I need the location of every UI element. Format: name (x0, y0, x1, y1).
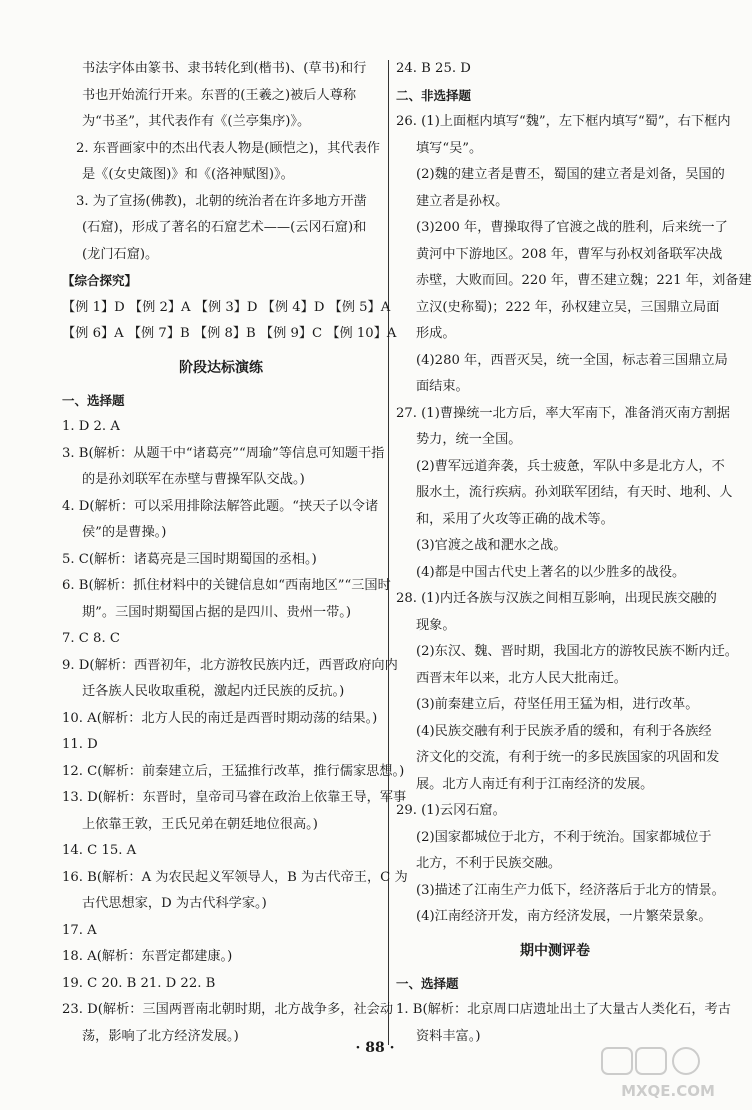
text-line: (龙门石窟)。 (82, 246, 159, 262)
answer-line: 迁各族人民收取重税，激起内迁民族的反抗。) (82, 684, 345, 699)
answer-line: (2)东汉、魏、晋时期，我国北方的游牧民族不断内迁。 (416, 644, 738, 659)
answer-line: 上依靠王敦，王氏兄弟在朝廷地位很高。) (82, 816, 318, 832)
stage-title: 阶段达标演练 (179, 359, 263, 376)
page-number: · 88 · (355, 1040, 395, 1056)
answer-line: 荡，影响了北方经济发展。) (82, 1028, 239, 1044)
examples-row: 【例 1】D 【例 2】A 【例 3】D 【例 4】D 【例 5】A (62, 299, 391, 315)
answer-line: 4. D(解析：可以采用排除法解答此题。“挟天子以令诸 (62, 498, 379, 514)
section-heading: 一、选择题 (62, 392, 125, 408)
answer-line: (2)魏的建立者是曹丕，蜀国的建立者是刘备，吴国的 (416, 167, 725, 182)
answer-line: 27. (1)曹操统一北方后，率大军南下，准备消灭南方割据 (396, 405, 730, 421)
answer-line: 16. B(解析：A 为农民起义军领导人，B 为古代帝王，C 为 (62, 869, 408, 885)
answer-line: 9. D(解析：西晋初年，北方游牧民族内迁，西晋政府向内 (62, 657, 398, 673)
answer-line: (3)前秦建立后，苻坚任用王猛为相，进行改革。 (416, 697, 699, 712)
answer-line: 古代思想家，D 为古代科学家。) (82, 896, 267, 911)
answer-line: (4)都是中国古代史上著名的以少胜多的战役。 (416, 564, 686, 580)
answer-line: 18. A(解析：东晋定都建康。) (62, 949, 233, 964)
answer-line: 19. C 20. B 21. D 22. B (62, 975, 216, 991)
answer-line: 势力，统一全国。 (416, 432, 522, 447)
answer-line: 建立者是孙权。 (416, 193, 509, 209)
answer-line: 西晋末年以来，北方人民大批南迁。 (416, 670, 627, 686)
column-divider (388, 60, 389, 1045)
answer-line: 14. C 15. A (62, 843, 137, 858)
answer-line: (3)200 年，曹操取得了官渡之战的胜利，后来统一了 (416, 220, 728, 235)
text-line: 是《(女史箴图)》和《(洛神赋图)》。 (82, 167, 294, 182)
answer-line: 期”。三国时期蜀国占据的是四川、贵州一带。) (82, 604, 352, 620)
answer-line: 24. B 25. D (396, 61, 471, 76)
answer-line: 7. C 8. C (62, 631, 120, 646)
answer-line: (3)官渡之战和淝水之战。 (416, 538, 567, 553)
watermark-logo (598, 1044, 738, 1102)
section-heading: 二、非选择题 (396, 87, 472, 103)
answer-line: 资料丰富。) (416, 1028, 481, 1044)
answer-line: 现象。 (416, 617, 456, 633)
answer-line: 的是孙刘联军在赤壁与曹操军队交战。) (82, 472, 305, 487)
midterm-title: 期中测评卷 (520, 942, 590, 959)
text-line: 为“书圣”，其代表作有《(兰亭集序)》。 (82, 114, 311, 129)
answer-line: 29. (1)云冈石窟。 (396, 803, 506, 818)
answer-line: 北方，不利于民族交融。 (416, 856, 562, 871)
answer-line: 13. D(解析：东晋时，皇帝司马睿在政治上依靠王导，军事 (62, 790, 407, 805)
text-line: (石窟)，形成了著名的石窟艺术——(云冈石窟)和 (82, 220, 367, 235)
answer-line: 6. B(解析：抓住材料中的关键信息如“西南地区”“三国时 (62, 578, 391, 593)
answer-line: 26. (1)上面框内填写“魏”，左下框内填写“蜀”，右下框内 (396, 114, 731, 129)
answer-line: 济文化的交流，有利于统一的多民族国家的巩固和发 (416, 750, 720, 765)
answer-line: (4)江南经济开发，南方经济发展，一片繁荣景象。 (416, 909, 712, 924)
watermark-text: MXQE.COM (621, 1082, 715, 1100)
answer-line: 和，采用了火攻等正确的战术等。 (416, 511, 614, 527)
answer-line: (4)民族交融有利于民族矛盾的缓和，有利于各族经 (416, 723, 712, 739)
answer-line: (2)曹军远道奔袭，兵士疲惫，军队中多是北方人，不 (416, 458, 725, 474)
answer-line: 1. D 2. A (62, 419, 120, 434)
answer-line: 黄河中下游地区。208 年，曹军与孙权刘备联军决战 (416, 246, 723, 262)
answer-line: 12. C(解析：前秦建立后，王猛推行改革，推行儒家思想。) (62, 763, 405, 779)
answer-line: 17. A (62, 922, 97, 938)
text-line: 2. 东晋画家中的杰出代表人物是(顾恺之)，其代表作 (76, 140, 380, 156)
answer-line: 面结束。 (416, 379, 469, 394)
answer-line: 填写“吴”。 (416, 140, 483, 156)
answer-line: 23. D(解析：三国两晋南北朝时期，北方战争多，社会动 (62, 1002, 394, 1017)
answer-line: 形成。 (416, 326, 456, 341)
right-column (396, 56, 752, 1050)
examples-row: 【例 6】A 【例 7】B 【例 8】B 【例 9】C 【例 10】A (62, 326, 397, 341)
section-heading: 一、选择题 (396, 975, 459, 991)
answer-line: 展。北方人南迁有利于江南经济的发展。 (416, 776, 654, 792)
answer-line: (2)国家都城位于北方，不利于统治。国家都城位于 (416, 829, 712, 845)
answer-line: 1. B(解析：北京周口店遗址出土了大量古人类化石，考古 (396, 1002, 731, 1017)
answer-line: 11. D (62, 737, 98, 752)
answer-line: (4)280 年，西晋灭吴，统一全国，标志着三国鼎立局 (416, 352, 728, 368)
answer-line: 5. C(解析：诸葛亮是三国时期蜀国的丞相。) (62, 551, 317, 567)
text-line: 3. 为了宣扬(佛教)，北朝的统治者在许多地方开凿 (76, 193, 367, 209)
text-line: 书也开始流行开来。东晋的(王羲之)被后人尊称 (82, 87, 357, 103)
answer-line: 3. B(解析：从题干中“诸葛亮”“周瑜”等信息可知题干指 (62, 445, 385, 461)
explore-heading: 【综合探究】 (62, 273, 138, 288)
answer-line: 侯”的是曹操。) (82, 525, 167, 540)
answer-line: 10. A(解析：北方人民的南迁是西晋时期动荡的结果。) (62, 710, 378, 726)
answer-line: 服水土，流行疾病。孙刘联军团结，有天时、地利、人 (416, 485, 733, 500)
answer-line: (3)描述了江南生产力低下，经济落后于北方的情景。 (416, 882, 725, 898)
text-line: 书法字体由篆书、隶书转化到(楷书)、(草书)和行 (82, 61, 367, 76)
answer-line: 立汉(史称蜀)；222 年，孙权建立吴，三国鼎立局面 (416, 299, 720, 315)
answer-line: 28. (1)内迁各族与汉族之间相互影响，出现民族交融的 (396, 591, 717, 606)
answer-line: 赤壁，大败而回。220 年，曹丕建立魏；221 年，刘备建 (416, 273, 752, 288)
